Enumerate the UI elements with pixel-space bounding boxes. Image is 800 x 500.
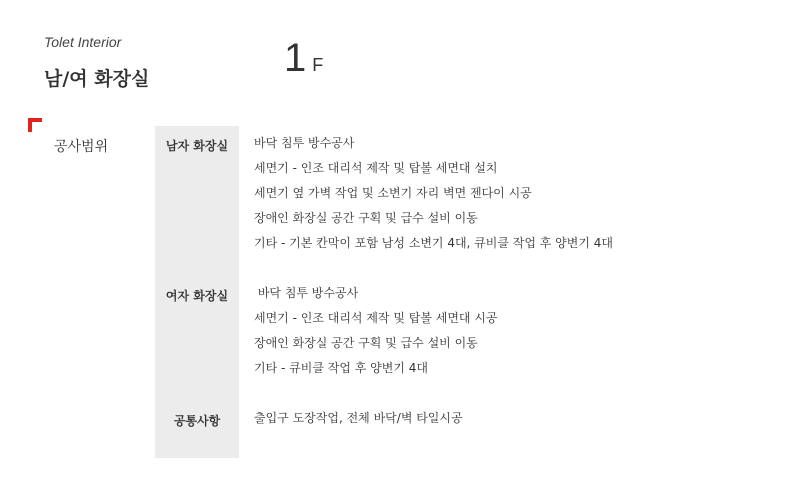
category-label-women: 여자 화장실 (165, 289, 229, 303)
list-item: 출입구 도장작업, 전체 바닥/벽 타일시공 (254, 411, 463, 425)
list-item: 기타 - 기본 칸막이 포함 남성 소변기 4대, 큐비클 작업 후 양변기 4대 (254, 236, 613, 250)
list-item: 기타 - 큐비클 작업 후 양변기 4대 (254, 361, 428, 375)
list-item: 세면기 - 인조 대리석 제작 및 탑볼 세면대 설치 (254, 161, 498, 175)
list-item: 바닥 침투 방수공사 (254, 286, 359, 300)
corner-accent-icon (28, 118, 42, 132)
floor-unit: F (312, 55, 324, 75)
item-list-women (254, 286, 498, 386)
category-label-men: 남자 화장실 (165, 139, 229, 153)
list-item: 장애인 화장실 공간 구획 및 급수 설비 이동 (254, 336, 478, 350)
floor-indicator (284, 36, 323, 81)
item-list-men (254, 136, 613, 261)
list-item: 장애인 화장실 공간 구획 및 급수 설비 이동 (254, 211, 478, 225)
section-label: 공사범위 (54, 139, 109, 155)
item-list-common (254, 411, 463, 436)
category-label-common: 공통사항 (173, 414, 221, 428)
list-item: 바닥 침투 방수공사 (254, 136, 355, 150)
subtitle: Tolet Interior (44, 34, 122, 50)
page-title: 남/여 화장실 (44, 68, 150, 90)
list-item: 세면기 옆 가벽 작업 및 소변기 자리 벽면 젠다이 시공 (254, 186, 532, 200)
floor-number: 1 (284, 36, 307, 80)
list-item: 세면기 - 인조 대리석 제작 및 탑볼 세면대 시공 (254, 311, 498, 325)
